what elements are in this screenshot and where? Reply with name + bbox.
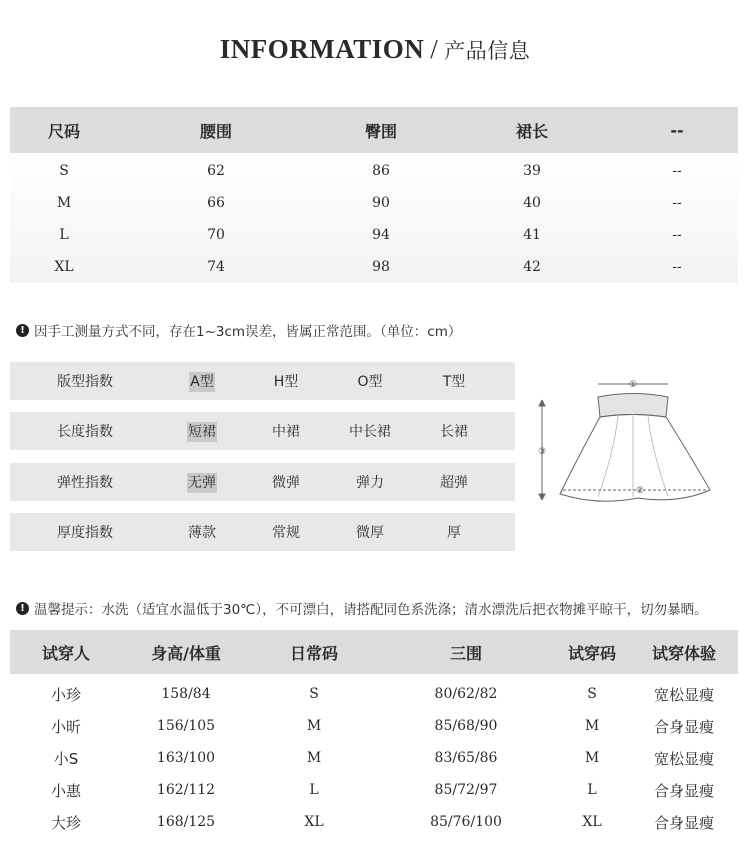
index-option-label: 弹力 — [356, 475, 384, 491]
tryon-cell: S — [587, 686, 597, 702]
tryon-cell: 80/62/82 — [434, 686, 498, 702]
index-row — [10, 463, 515, 501]
tryon-cell: 宽松显瘦 — [653, 749, 714, 768]
tryon-cell: L — [587, 782, 597, 798]
tryon-row — [10, 742, 738, 774]
header-cell: 尺码 — [47, 121, 80, 141]
tryon-row — [10, 806, 738, 838]
tryon-cell: 小惠 — [50, 781, 81, 800]
index-option-label: 中裙 — [272, 424, 300, 440]
size-cell: 62 — [207, 163, 225, 179]
index-option — [412, 522, 496, 542]
index-option-label: 微厚 — [356, 525, 384, 541]
index-option — [412, 421, 496, 441]
header-cell: 三围 — [449, 643, 482, 663]
index-option-label: 中长裙 — [349, 424, 391, 440]
tryon-cell: 大珍 — [50, 813, 81, 832]
size-cell: S — [59, 163, 69, 179]
tryon-cell: 小昕 — [50, 717, 81, 736]
index-option — [328, 522, 412, 542]
header-cell: 试穿码 — [567, 643, 616, 663]
tryon-cell: 合身显瘦 — [653, 781, 714, 800]
index-label: 长度指数 — [57, 424, 113, 440]
tryon-cell: 合身显瘦 — [653, 813, 714, 832]
marker-hem: ② — [635, 486, 645, 496]
index-option-label: A型 — [190, 374, 214, 390]
wash-note-text: 温馨提示：水洗（适宜水温低于30℃），不可漂白，请搭配同色系洗涤；清水漂洗后把衣物摊平晾干，切勿暴晒。 — [34, 602, 708, 618]
index-option-label: 厚 — [447, 525, 461, 541]
index-option-label: O型 — [357, 374, 383, 390]
index-option — [412, 472, 496, 492]
index-option — [160, 472, 244, 492]
size-cell: L — [59, 227, 69, 243]
index-option — [244, 371, 328, 391]
size-cell: XL — [54, 259, 74, 275]
tryon-cell: 156/105 — [156, 718, 216, 734]
size-cell: 40 — [523, 195, 541, 211]
index-option — [328, 371, 412, 391]
index-option — [328, 472, 412, 492]
index-option-label: 微弹 — [272, 475, 300, 491]
index-label: 厚度指数 — [57, 525, 113, 541]
header-cell: 日常码 — [289, 643, 338, 663]
tryon-table — [10, 630, 738, 838]
tryon-cell: M — [584, 718, 600, 734]
tryon-cell: 85/68/90 — [434, 718, 498, 734]
tryon-row — [10, 678, 738, 710]
index-label: 弹性指数 — [57, 475, 113, 491]
info-icon: ! — [16, 602, 29, 615]
index-option — [160, 421, 244, 441]
tryon-cell: 163/100 — [156, 750, 216, 766]
tryon-cell: 83/65/86 — [434, 750, 498, 766]
size-table — [10, 107, 738, 283]
index-option-label: 超弹 — [440, 475, 468, 491]
size-table-body — [10, 153, 738, 283]
index-option — [244, 522, 328, 542]
size-table-header — [10, 107, 738, 153]
index-option — [160, 371, 244, 391]
tryon-row — [10, 774, 738, 806]
tryon-cell: 小珍 — [50, 685, 81, 704]
marker-length: ③ — [537, 447, 547, 457]
index-option-label: 长裙 — [440, 424, 468, 440]
size-cell: 74 — [207, 259, 225, 275]
size-cell: 66 — [207, 195, 225, 211]
header-cell: 试穿体验 — [651, 643, 716, 663]
tryon-cell: 168/125 — [156, 814, 216, 830]
tryon-cell: M — [584, 750, 600, 766]
index-row — [10, 412, 515, 450]
index-option — [160, 522, 244, 542]
header-cell: 身高/体重 — [151, 643, 221, 663]
measure-note — [16, 320, 461, 340]
index-option-label: T型 — [442, 374, 466, 390]
header-cell: 裙长 — [515, 121, 548, 141]
size-cell: 42 — [523, 259, 541, 275]
size-row — [10, 251, 738, 283]
tryon-cell: M — [306, 750, 322, 766]
tryon-cell: 158/84 — [161, 686, 211, 702]
index-option — [412, 371, 496, 391]
wash-note — [16, 598, 708, 618]
index-row — [10, 362, 515, 400]
tryon-cell: 小S — [53, 749, 79, 768]
size-row — [10, 187, 738, 219]
page-title — [0, 34, 750, 65]
index-option — [328, 421, 412, 441]
tryon-cell: M — [306, 718, 322, 734]
size-cell: -- — [672, 163, 682, 179]
size-row — [10, 219, 738, 251]
marker-waist: ① — [628, 380, 638, 390]
index-label: 版型指数 — [57, 374, 113, 390]
tryon-cell: 宽松显瘦 — [653, 685, 714, 704]
size-cell: 86 — [372, 163, 390, 179]
tryon-cell: 85/72/97 — [434, 782, 498, 798]
size-cell: 98 — [372, 259, 390, 275]
tryon-table-body — [10, 674, 738, 838]
size-cell: M — [56, 195, 72, 211]
header-cell: 腰围 — [199, 121, 232, 141]
index-option — [244, 472, 328, 492]
measure-note-text: 因手工测量方式不同，存在1~3cm误差，皆属正常范围。（单位：cm） — [34, 324, 462, 340]
size-cell: 90 — [372, 195, 390, 211]
size-row — [10, 155, 738, 187]
size-cell: 41 — [523, 227, 541, 243]
tryon-cell: S — [309, 686, 319, 702]
skirt-measurement-diagram — [528, 372, 728, 532]
index-option-label: 无弹 — [188, 475, 216, 491]
index-row — [10, 513, 515, 551]
tryon-cell: XL — [582, 814, 602, 830]
index-option-label: H型 — [273, 374, 299, 390]
tryon-cell: 85/76/100 — [430, 814, 502, 830]
header-cell: 试穿人 — [41, 643, 90, 663]
info-icon: ! — [16, 324, 29, 337]
index-option-label: 常规 — [272, 525, 300, 541]
tryon-row — [10, 710, 738, 742]
title-chinese: 产品信息 — [444, 39, 531, 63]
tryon-cell: XL — [304, 814, 324, 830]
tryon-cell: 162/112 — [156, 782, 216, 798]
title-separator: / — [430, 34, 439, 64]
title-english: INFORMATION — [219, 34, 425, 64]
size-cell: 70 — [207, 227, 225, 243]
size-cell: 94 — [372, 227, 390, 243]
index-option-label: 薄款 — [188, 525, 216, 541]
size-cell: -- — [672, 227, 682, 243]
tryon-table-header — [10, 630, 738, 674]
tryon-cell: L — [309, 782, 319, 798]
tryon-cell: 合身显瘦 — [653, 717, 714, 736]
header-cell: -- — [670, 120, 684, 140]
skirt-waistband — [598, 394, 668, 418]
index-option-label: 短裙 — [188, 424, 216, 440]
header-cell: 臀围 — [364, 121, 397, 141]
size-cell: -- — [672, 259, 682, 275]
size-cell: -- — [672, 195, 682, 211]
size-cell: 39 — [523, 163, 541, 179]
index-option — [244, 421, 328, 441]
